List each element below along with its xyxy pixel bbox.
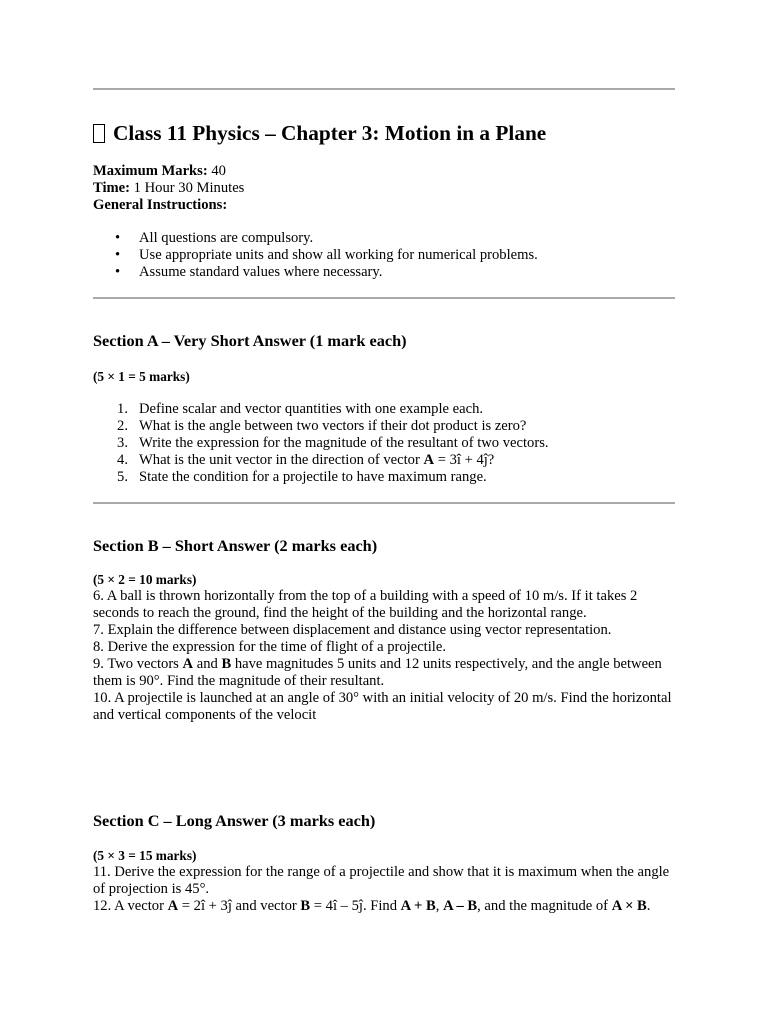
question-item: 4. What is the unit vector in the direction of vector A = 3î + 4ĵ? [117, 452, 495, 468]
section-b-body [93, 571, 675, 724]
section-c-body [93, 847, 675, 915]
list-item: • All questions are compulsory. [93, 230, 538, 247]
time-label: Time: [93, 180, 131, 196]
section-c-heading: Section C – Long Answer (3 marks each) [93, 811, 376, 830]
instructions-label: General Instructions: [93, 197, 228, 213]
question-6: 6. A ball is thrown horizontally from the top of a building with a speed of 10 m/s. If it takes 2 seconds to reach the ground, find the height of the building and the horizontal range. [93, 588, 638, 621]
section-b-heading: Section B – Short Answer (2 marks each) [93, 536, 378, 555]
question-item: 1. Define scalar and vector quantities with one example each. [117, 401, 484, 417]
question-10: 10. A projectile is launched at an angle of 30° with an initial velocity of 20 m/s. Find the horizontal and vertical components of the velocit [93, 690, 672, 723]
section-b-marks: (5 × 2 = 10 marks) [93, 572, 197, 587]
question-item: 2. What is the angle between two vectors if their dot product is zero? [117, 418, 527, 434]
section-a-marks: (5 × 1 = 5 marks) [93, 369, 190, 384]
question-7: 7. Explain the difference between displacement and distance using vector representation. [93, 622, 612, 638]
instructions-list [93, 230, 538, 281]
question-8: 8. Derive the expression for the time of flight of a projectile. [93, 639, 446, 655]
max-marks-value: 40 [207, 163, 226, 179]
missing-glyph-icon [93, 124, 105, 143]
list-item: • Assume standard values where necessary. [93, 264, 538, 281]
page-title: Class 11 Physics – Chapter 3: Motion in a Plane [93, 119, 546, 147]
horizontal-rule [93, 88, 675, 90]
time-value: 1 Hour 30 Minutes [130, 180, 245, 196]
section-a-heading: Section A – Very Short Answer (1 mark each) [93, 331, 407, 350]
section-a-questions [93, 401, 549, 486]
question-12: 12. A vector A = 2î + 3ĵ and vector B = 4î – 5ĵ. Find A + B, A – B, and the magnitude of A × B. [93, 898, 651, 914]
list-item: • Use appropriate units and show all working for numerical problems. [93, 247, 538, 264]
exam-meta [93, 163, 244, 214]
question-9: 9. Two vectors A and B have magnitudes 5 units and 12 units respectively, and the angle between them is 90°. Find the magnitude of their resultant. [93, 656, 662, 689]
question-item: 3. Write the expression for the magnitude of the resultant of two vectors. [117, 435, 549, 451]
question-11: 11. Derive the expression for the range of a projectile and show that it is maximum when the angle of projection is 45°. [93, 864, 670, 897]
max-marks-label: Maximum Marks: [93, 163, 208, 179]
question-item: 5. State the condition for a projectile to have maximum range. [117, 469, 487, 485]
horizontal-rule [93, 502, 675, 504]
horizontal-rule [93, 297, 675, 299]
section-c-marks: (5 × 3 = 15 marks) [93, 848, 197, 863]
